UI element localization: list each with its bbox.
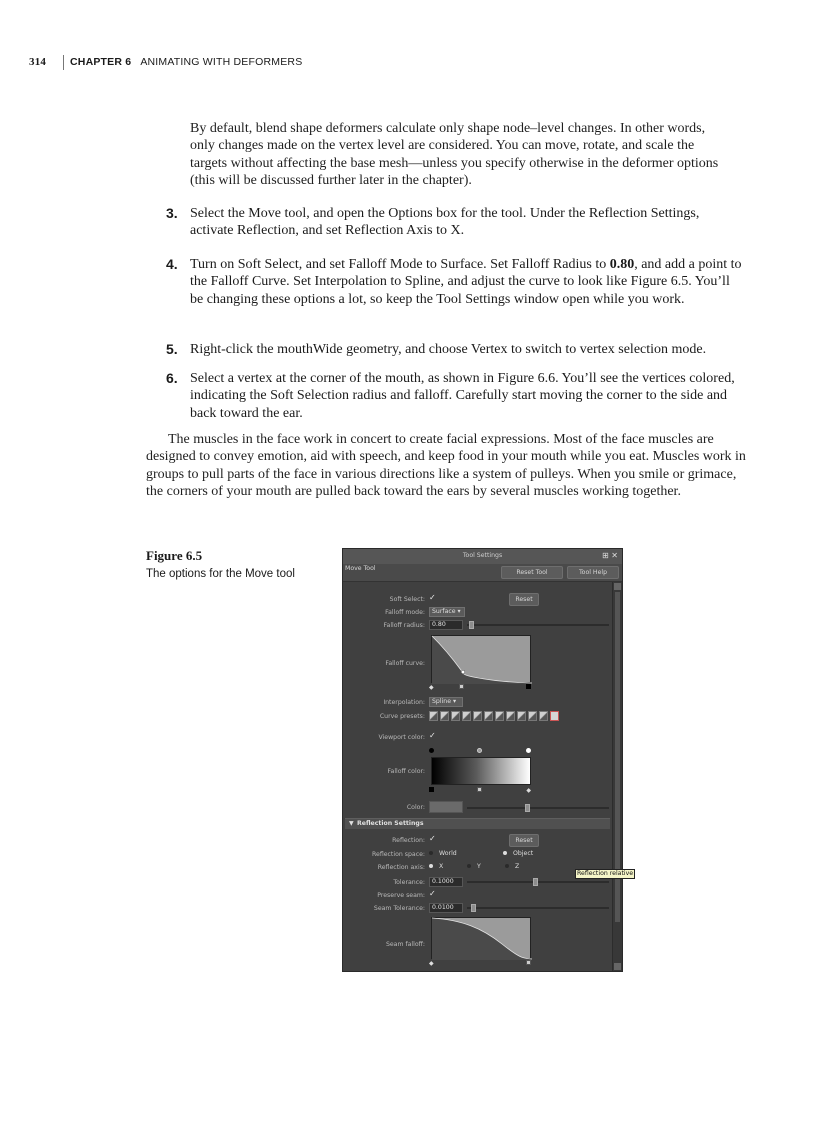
curve-preset-icon[interactable] <box>517 711 526 721</box>
color-slider[interactable] <box>467 807 609 809</box>
falloff-curve <box>432 636 532 684</box>
tolerance-slider-handle[interactable] <box>533 878 538 886</box>
curve-preset-icon[interactable] <box>429 711 438 721</box>
reflection-label: Reflection: <box>392 837 425 844</box>
curve-preset-icon[interactable] <box>473 711 482 721</box>
falloff-mode-dropdown[interactable]: Surface ▾ <box>429 607 465 617</box>
close-icon[interactable]: ⊞ ✕ <box>602 551 618 560</box>
interpolation-value: Spline <box>432 698 452 705</box>
curve-presets <box>429 711 559 721</box>
radio-on-icon <box>429 864 433 868</box>
step-4 <box>166 256 746 308</box>
falloff-radius-slider-handle[interactable] <box>469 621 474 629</box>
curve-preset-icon[interactable] <box>495 711 504 721</box>
seam-curve-markers: ◆ <box>429 960 533 966</box>
step-6 <box>166 370 746 422</box>
curve-preset-red-icon[interactable] <box>550 711 559 721</box>
step-3 <box>166 205 746 240</box>
radio-on-icon <box>503 851 507 855</box>
radio-off-icon <box>429 851 433 855</box>
curve-preset-icon[interactable] <box>506 711 515 721</box>
step-number: 4. <box>166 256 178 272</box>
chapter-label: CHAPTER 6 <box>70 56 132 68</box>
curve-preset-icon[interactable] <box>462 711 471 721</box>
step-number: 3. <box>166 205 178 221</box>
reflection-space-object-radio[interactable] <box>503 850 533 857</box>
falloff-radius-field[interactable]: 0.80 <box>429 620 463 630</box>
step-text <box>190 256 746 308</box>
radio-label: World <box>439 850 457 857</box>
reflection-axis-x-radio[interactable] <box>429 863 443 870</box>
curve-preset-icon[interactable] <box>484 711 493 721</box>
reflection-space-label: Reflection space: <box>372 851 425 858</box>
step-text: Select the Move tool, and open the Options box for the tool. Under the Reflection Settings, activate Reflection, and set Reflection Axis to X. <box>190 206 700 239</box>
falloff-radius-label: Falloff radius: <box>383 622 425 629</box>
soft-select-checkbox[interactable]: ✓ <box>429 593 436 602</box>
preserve-seam-checkbox[interactable]: ✓ <box>429 889 436 898</box>
radio-off-icon <box>467 864 471 868</box>
viewport-color-checkbox[interactable]: ✓ <box>429 731 436 740</box>
tolerance-label: Tolerance: <box>393 879 425 886</box>
curve-preset-icon[interactable] <box>440 711 449 721</box>
viewport-color-label: Viewport color: <box>378 734 425 741</box>
soft-select-label: Soft Select: <box>389 596 425 603</box>
seam-tolerance-slider[interactable] <box>467 907 609 909</box>
reflection-axis-y-radio[interactable] <box>467 863 481 870</box>
radio-label: X <box>439 863 444 870</box>
preserve-seam-label: Preserve seam: <box>377 892 425 899</box>
falloff-radius-slider[interactable] <box>467 624 609 626</box>
seam-tolerance-label: Seam Tolerance: <box>373 905 425 912</box>
interpolation-dropdown[interactable]: Spline ▾ <box>429 697 463 707</box>
seam-falloff-curve <box>432 918 532 960</box>
window-titlebar <box>343 549 622 564</box>
tolerance-slider[interactable] <box>467 881 609 883</box>
scroll-up-icon[interactable] <box>614 583 621 590</box>
ramp-markers: ◆ <box>429 787 533 793</box>
figure-caption-text: The options for the Move tool <box>146 568 295 580</box>
seam-falloff-graph[interactable] <box>431 917 531 959</box>
tolerance-field[interactable]: 0.1000 <box>429 877 463 887</box>
window-title: Tool Settings <box>462 552 503 559</box>
step-text: Select a vertex at the corner of the mouth, as shown in Figure 6.6. You’ll see the vertices colored, indicating the Soft Selection radius and falloff. Carefully start moving the corner to the side and back toward the ear. <box>190 371 735 421</box>
falloff-radius-value: 0.80 <box>609 257 635 272</box>
reflection-settings-title: Reflection Settings <box>357 820 424 827</box>
color-stops <box>429 748 533 755</box>
step-5 <box>166 341 746 358</box>
chapter-title: ANIMATING WITH DEFORMERS <box>140 56 303 68</box>
tool-name: Move Tool <box>345 565 376 572</box>
interpolation-label: Interpolation: <box>383 699 425 706</box>
closing-paragraph: The muscles in the face work in concert to create facial expressions. Most of the face muscles are designed to convey emotion, aid with speech, and keep food in your mouth while you eat. Muscles work in groups to pull parts of the face in various directions like a system of pulleys. When you smile or grimace, the corners of your mouth are pulled back toward the ears by several muscles working together. <box>146 432 746 500</box>
reflection-space-world-radio[interactable] <box>429 850 457 857</box>
curve-preset-icon[interactable] <box>528 711 537 721</box>
step-number: 6. <box>166 370 178 386</box>
step-text-part: , and add a point to the Falloff Curve. Set Interpolation to Spline, and adjust the curve to look like Figure 6.5. You’ll be changing these options a lot, so keep the Tool Settings window open while you work. <box>190 257 742 307</box>
falloff-curve-label: Falloff curve: <box>385 660 425 667</box>
header-divider <box>63 55 64 70</box>
curve-presets-label: Curve presets: <box>379 713 425 720</box>
figure-number: Figure 6.5 <box>146 548 203 563</box>
falloff-mode-label: Falloff mode: <box>385 609 425 616</box>
color-slider-handle[interactable] <box>525 804 530 812</box>
step-number: 5. <box>166 341 178 357</box>
curve-markers: ◆ <box>429 684 533 690</box>
step-text: Right-click the mouthWide geometry, and choose Vertex to switch to vertex selection mode. <box>190 342 707 357</box>
soft-select-reset-button[interactable]: Reset <box>509 593 539 606</box>
color-swatch[interactable] <box>429 801 463 813</box>
seam-tolerance-field[interactable]: 0.0100 <box>429 903 463 913</box>
scrollbar[interactable] <box>612 582 622 971</box>
radio-label: Y <box>477 863 481 870</box>
falloff-mode-value: Surface <box>432 608 456 615</box>
radio-off-icon <box>505 864 509 868</box>
tooltip: Reflection relative <box>577 870 634 877</box>
running-head <box>29 55 302 69</box>
falloff-color-ramp[interactable] <box>431 757 531 785</box>
collapse-arrow-icon: ▼ <box>349 820 354 827</box>
seam-tolerance-slider-handle[interactable] <box>471 904 476 912</box>
radio-label: Z <box>515 863 520 870</box>
scroll-down-icon[interactable] <box>614 963 621 970</box>
tool-help-button[interactable]: Tool Help <box>567 566 619 579</box>
radio-label: Object <box>513 850 534 857</box>
reflection-reset-button[interactable]: Reset <box>509 834 539 847</box>
curve-preset-icon[interactable] <box>539 711 548 721</box>
falloff-color-label: Falloff color: <box>387 768 425 775</box>
intro-paragraph: By default, blend shape deformers calculate only shape node–level changes. In other words, only changes made on the vertex level are considered. You can move, rotate, and scale the targets without affecting the base mesh—unless you specify otherwise in the deformer options (this will be discussed further later in the chapter). <box>190 121 719 189</box>
falloff-curve-graph[interactable] <box>431 635 531 683</box>
color-label: Color: <box>406 804 425 811</box>
step-text-part: Turn on Soft Select, and set Falloff Mode to Surface. Set Falloff Radius to <box>190 257 610 272</box>
reflection-checkbox[interactable]: ✓ <box>429 834 436 843</box>
seam-falloff-label: Seam falloff: <box>385 941 425 948</box>
tool-settings-window <box>342 548 634 972</box>
reflection-settings-header[interactable] <box>345 818 610 829</box>
curve-preset-icon[interactable] <box>451 711 460 721</box>
tool-toolbar <box>343 564 622 582</box>
reflection-axis-label: Reflection axis: <box>377 864 425 871</box>
reset-tool-button[interactable]: Reset Tool <box>501 566 563 579</box>
reflection-axis-z-radio[interactable] <box>505 863 519 870</box>
page-number: 314 <box>29 56 47 68</box>
figure-caption <box>146 548 306 582</box>
